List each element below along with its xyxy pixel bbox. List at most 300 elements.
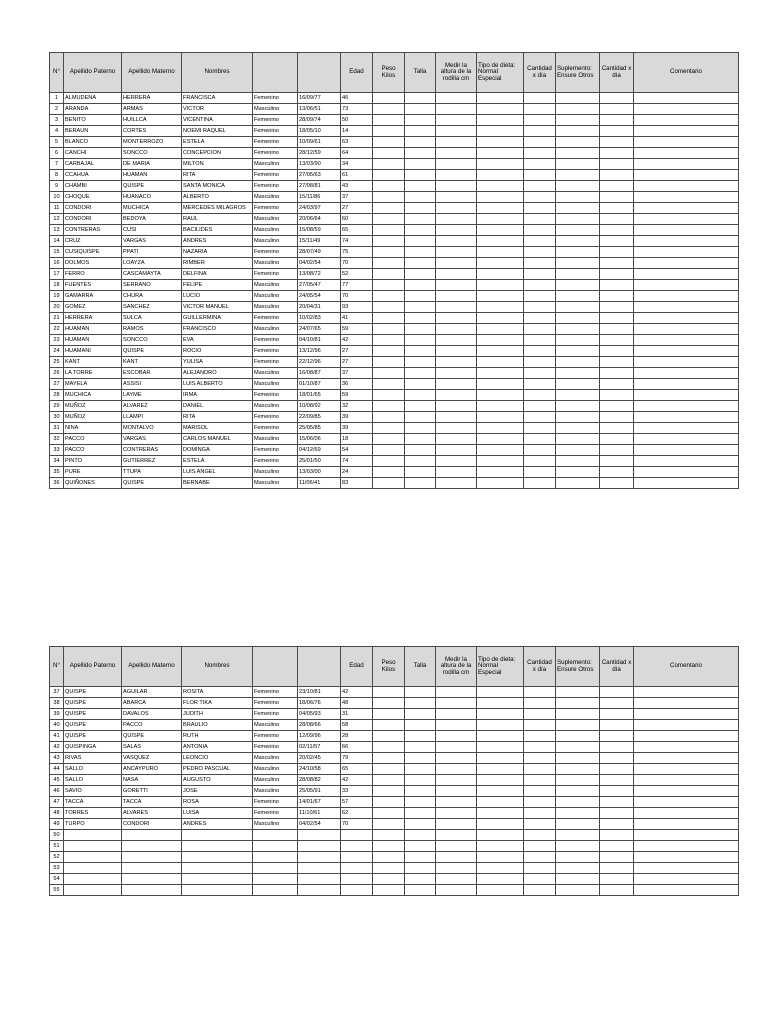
cell-talla [405,126,436,137]
cell-cantidad-2 [600,390,634,401]
cell-talla [405,170,436,181]
cell-n: 3 [50,115,64,126]
cell-apellido-paterno: GOMEZ [64,302,122,313]
cell-n: 9 [50,181,64,192]
cell-edad [341,885,373,896]
cell-fecha-nacimiento: 28/12/59 [298,148,341,159]
cell-talla [405,269,436,280]
cell-cantidad-1 [524,874,556,885]
cell-dieta [477,104,524,115]
cell-dieta [477,852,524,863]
cell-sexo: Femenino [253,269,298,280]
table-row [50,720,739,731]
cell-n: 31 [50,423,64,434]
cell-apellido-paterno [64,830,122,841]
cell-apellido-materno: NASA [122,775,182,786]
cell-fecha-nacimiento: 28/09/74 [298,115,341,126]
cell-rodilla [436,467,477,478]
cell-peso [373,390,405,401]
cell-fecha-nacimiento [298,852,341,863]
cell-edad [341,830,373,841]
cell-apellido-materno: RAMOS [122,324,182,335]
cell-nombres: FRANCISCA [182,93,253,104]
cell-comentario [634,753,739,764]
cell-nombres: AUGUSTO [182,775,253,786]
cell-rodilla [436,214,477,225]
table-row [50,203,739,214]
cell-talla [405,456,436,467]
cell-n: 1 [50,93,64,104]
cell-apellido-paterno: CONTRERAS [64,225,122,236]
cell-dieta [477,170,524,181]
cell-edad: 37 [341,192,373,203]
cell-apellido-paterno: MUCHICA [64,390,122,401]
cell-suplemento [556,247,600,258]
cell-n: 8 [50,170,64,181]
cell-dieta [477,368,524,379]
header-talla: Talla [405,647,436,687]
cell-cantidad-1 [524,115,556,126]
cell-peso [373,159,405,170]
cell-nombres: PEDRO PASCUAL [182,764,253,775]
cell-sexo: Femenino [253,247,298,258]
cell-cantidad-1 [524,225,556,236]
cell-talla [405,852,436,863]
header-nombres: Nombres [182,647,253,687]
cell-peso [373,291,405,302]
cell-dieta [477,280,524,291]
cell-dieta [477,203,524,214]
cell-apellido-materno: LAYME [122,390,182,401]
cell-fecha-nacimiento: 25/01/50 [298,456,341,467]
cell-cantidad-2 [600,115,634,126]
cell-suplemento [556,874,600,885]
cell-apellido-materno: VASQUEZ [122,753,182,764]
cell-cantidad-1 [524,709,556,720]
cell-cantidad-2 [600,742,634,753]
header-dieta: Tipo de dieta: Normal Especial [477,53,524,93]
cell-nombres: VICTOR MANUEL [182,302,253,313]
cell-peso [373,324,405,335]
cell-edad: 74 [341,456,373,467]
cell-cantidad-1 [524,203,556,214]
cell-suplemento [556,423,600,434]
table-row [50,698,739,709]
cell-cantidad-2 [600,885,634,896]
cell-fecha-nacimiento: 20/02/45 [298,753,341,764]
cell-apellido-materno: QUISPE [122,181,182,192]
header-apellido-materno: Apellido Materno [122,53,182,93]
cell-sexo: Femenino [253,313,298,324]
cell-apellido-paterno: CARBAJAL [64,159,122,170]
cell-nombres: BACILIDES [182,225,253,236]
cell-n: 55 [50,885,64,896]
cell-sexo: Masculino [253,104,298,115]
cell-apellido-materno: ALVAREZ [122,401,182,412]
cell-sexo: Femenino [253,808,298,819]
header-n: N° [50,647,64,687]
cell-nombres: JOSE [182,786,253,797]
cell-apellido-paterno: QUISPE [64,709,122,720]
cell-cantidad-2 [600,401,634,412]
cell-rodilla [436,368,477,379]
cell-nombres: LUIS ALBERTO [182,379,253,390]
cell-n: 24 [50,346,64,357]
table-row [50,401,739,412]
cell-suplemento [556,313,600,324]
cell-apellido-materno: KANT [122,357,182,368]
cell-rodilla [436,423,477,434]
cell-apellido-materno: ESCOBAR [122,368,182,379]
table-row [50,368,739,379]
cell-rodilla [436,115,477,126]
cell-sexo [253,830,298,841]
cell-comentario [634,764,739,775]
table-row [50,357,739,368]
cell-cantidad-1 [524,247,556,258]
cell-apellido-materno: HUAMAN [122,170,182,181]
header-cantidad-1: Cantidad x día [524,647,556,687]
cell-edad: 34 [341,159,373,170]
cell-edad: 59 [341,324,373,335]
cell-comentario [634,302,739,313]
cell-apellido-materno: CONDORI [122,819,182,830]
cell-n: 41 [50,731,64,742]
cell-fecha-nacimiento: 15/11/49 [298,236,341,247]
cell-sexo: Femenino [253,698,298,709]
cell-n: 28 [50,390,64,401]
cell-apellido-materno: AGUILAR [122,687,182,698]
cell-sexo [253,863,298,874]
cell-edad: 77 [341,280,373,291]
cell-cantidad-1 [524,346,556,357]
table-row [50,192,739,203]
cell-rodilla [436,720,477,731]
cell-cantidad-2 [600,313,634,324]
cell-sexo: Masculino [253,291,298,302]
cell-suplemento [556,115,600,126]
cell-rodilla [436,434,477,445]
cell-cantidad-1 [524,786,556,797]
cell-fecha-nacimiento: 18/01/65 [298,390,341,401]
cell-talla [405,830,436,841]
cell-sexo: Femenino [253,412,298,423]
cell-suplemento [556,434,600,445]
cell-comentario [634,313,739,324]
cell-fecha-nacimiento: 04/12/69 [298,445,341,456]
cell-apellido-paterno: TORRES [64,808,122,819]
cell-peso [373,852,405,863]
cell-edad: 42 [341,687,373,698]
cell-nombres: CARLOS MANUEL [182,434,253,445]
cell-sexo: Masculino [253,786,298,797]
cell-talla [405,258,436,269]
cell-sexo: Femenino [253,115,298,126]
cell-edad: 46 [341,93,373,104]
cell-cantidad-1 [524,753,556,764]
cell-apellido-paterno: PACCO [64,434,122,445]
cell-suplemento [556,170,600,181]
cell-edad: 42 [341,775,373,786]
cell-fecha-nacimiento: 01/10/87 [298,379,341,390]
cell-talla [405,764,436,775]
cell-talla [405,115,436,126]
cell-suplemento [556,390,600,401]
cell-rodilla [436,390,477,401]
cell-rodilla [436,753,477,764]
cell-n: 30 [50,412,64,423]
cell-edad: 63 [341,137,373,148]
cell-cantidad-1 [524,423,556,434]
cell-dieta [477,324,524,335]
cell-apellido-paterno: QUISPE [64,731,122,742]
cell-apellido-paterno [64,885,122,896]
cell-fecha-nacimiento: 04/05/93 [298,709,341,720]
cell-talla [405,324,436,335]
cell-suplemento [556,698,600,709]
cell-edad: 24 [341,467,373,478]
cell-apellido-materno: SANCHEZ [122,302,182,313]
cell-fecha-nacimiento: 25/05/85 [298,423,341,434]
cell-dieta [477,159,524,170]
cell-nombres: MARISOL [182,423,253,434]
cell-apellido-materno: GORETTI [122,786,182,797]
cell-suplemento [556,456,600,467]
cell-nombres: LEONCIO [182,753,253,764]
cell-nombres: RAUL [182,214,253,225]
cell-sexo: Masculino [253,753,298,764]
cell-cantidad-2 [600,170,634,181]
cell-dieta [477,401,524,412]
cell-apellido-paterno: TACCA [64,797,122,808]
cell-fecha-nacimiento: 24/07/65 [298,324,341,335]
cell-cantidad-2 [600,764,634,775]
cell-apellido-paterno: CANCHI [64,148,122,159]
cell-talla [405,280,436,291]
cell-cantidad-2 [600,324,634,335]
cell-apellido-materno: PPATI [122,247,182,258]
cell-peso [373,236,405,247]
cell-sexo: Femenino [253,731,298,742]
cell-peso [373,269,405,280]
cell-cantidad-2 [600,93,634,104]
table-row [50,841,739,852]
cell-nombres: ALBERTO [182,192,253,203]
cell-suplemento [556,346,600,357]
table-row [50,170,739,181]
cell-fecha-nacimiento: 25/05/91 [298,786,341,797]
cell-suplemento [556,379,600,390]
cell-n: 29 [50,401,64,412]
cell-peso [373,302,405,313]
cell-dieta [477,467,524,478]
cell-comentario [634,258,739,269]
cell-edad: 73 [341,104,373,115]
cell-rodilla [436,808,477,819]
cell-suplemento [556,137,600,148]
cell-fecha-nacimiento: 28/07/49 [298,247,341,258]
cell-dieta [477,720,524,731]
cell-comentario [634,379,739,390]
cell-suplemento [556,764,600,775]
cell-cantidad-1 [524,137,556,148]
cell-fecha-nacimiento: 12/09/96 [298,731,341,742]
cell-dieta [477,115,524,126]
cell-apellido-materno: SERRANO [122,280,182,291]
cell-peso [373,93,405,104]
cell-apellido-materno: QUISPE [122,731,182,742]
cell-sexo [253,841,298,852]
cell-cantidad-1 [524,258,556,269]
cell-suplemento [556,742,600,753]
cell-peso [373,797,405,808]
cell-cantidad-1 [524,830,556,841]
header-cantidad-2: Cantidad x día [600,647,634,687]
cell-cantidad-1 [524,456,556,467]
cell-peso [373,357,405,368]
cell-comentario [634,742,739,753]
cell-edad: 65 [341,764,373,775]
cell-nombres: LUISA [182,808,253,819]
table-row [50,324,739,335]
cell-peso [373,731,405,742]
cell-apellido-materno: PACCO [122,720,182,731]
table-row [50,830,739,841]
cell-cantidad-2 [600,181,634,192]
cell-rodilla [436,863,477,874]
cell-dieta [477,731,524,742]
cell-nombres: LUIS ANGEL [182,467,253,478]
table-row [50,137,739,148]
cell-cantidad-2 [600,137,634,148]
cell-apellido-materno [122,885,182,896]
header-edad: Edad [341,53,373,93]
cell-dieta [477,687,524,698]
cell-dieta [477,698,524,709]
cell-sexo: Femenino [253,456,298,467]
cell-edad: 27 [341,203,373,214]
cell-fecha-nacimiento: 20/06/64 [298,214,341,225]
cell-rodilla [436,126,477,137]
cell-talla [405,467,436,478]
cell-cantidad-2 [600,159,634,170]
cell-n: 42 [50,742,64,753]
cell-fecha-nacimiento: 11/10/61 [298,808,341,819]
cell-edad: 58 [341,720,373,731]
cell-apellido-paterno: PURE [64,467,122,478]
cell-edad [341,852,373,863]
cell-apellido-paterno [64,874,122,885]
cell-nombres [182,841,253,852]
cell-talla [405,291,436,302]
cell-cantidad-1 [524,764,556,775]
cell-peso [373,819,405,830]
cell-comentario [634,885,739,896]
cell-dieta [477,247,524,258]
table-row [50,93,739,104]
cell-cantidad-2 [600,478,634,489]
cell-nombres: RITA [182,412,253,423]
cell-rodilla [436,313,477,324]
cell-suplemento [556,148,600,159]
cell-nombres: MILTON [182,159,253,170]
cell-edad: 43 [341,181,373,192]
cell-edad: 70 [341,258,373,269]
cell-rodilla [436,764,477,775]
cell-fecha-nacimiento: 16/09/77 [298,93,341,104]
cell-sexo: Masculino [253,478,298,489]
cell-nombres: RITA [182,170,253,181]
table-row [50,225,739,236]
cell-suplemento [556,467,600,478]
cell-sexo: Masculino [253,775,298,786]
cell-comentario [634,819,739,830]
cell-comentario [634,445,739,456]
cell-n: 34 [50,456,64,467]
cell-sexo: Masculino [253,764,298,775]
cell-fecha-nacimiento: 27/08/81 [298,181,341,192]
cell-n: 53 [50,863,64,874]
cell-apellido-materno [122,841,182,852]
cell-suplemento [556,104,600,115]
cell-sexo [253,885,298,896]
cell-apellido-materno: HUANACO [122,192,182,203]
cell-suplemento [556,775,600,786]
cell-peso [373,445,405,456]
cell-apellido-paterno: MUÑOZ [64,412,122,423]
table-row [50,808,739,819]
cell-peso [373,698,405,709]
cell-sexo: Masculino [253,324,298,335]
cell-talla [405,159,436,170]
cell-edad: 32 [341,401,373,412]
cell-rodilla [436,192,477,203]
cell-sexo [253,874,298,885]
cell-dieta [477,346,524,357]
cell-apellido-paterno: HERRERA [64,313,122,324]
cell-n: 7 [50,159,64,170]
cell-rodilla [436,302,477,313]
cell-suplemento [556,786,600,797]
cell-dieta [477,412,524,423]
header-sexo [253,647,298,687]
cell-edad [341,841,373,852]
cell-apellido-paterno: HUAMAN [64,335,122,346]
cell-n: 22 [50,324,64,335]
cell-apellido-paterno: HUAMANI [64,346,122,357]
cell-cantidad-2 [600,830,634,841]
cell-dieta [477,742,524,753]
cell-cantidad-2 [600,335,634,346]
cell-rodilla [436,698,477,709]
cell-peso [373,126,405,137]
cell-fecha-nacimiento: 18/05/10 [298,126,341,137]
cell-apellido-materno: VARGAS [122,236,182,247]
cell-fecha-nacimiento: 13/06/51 [298,104,341,115]
cell-suplemento [556,357,600,368]
cell-edad: 65 [341,225,373,236]
cell-apellido-materno: MONTALVO [122,423,182,434]
cell-cantidad-2 [600,247,634,258]
cell-comentario [634,269,739,280]
cell-nombres [182,863,253,874]
cell-apellido-materno: CHURA [122,291,182,302]
cell-apellido-materno: TTUPA [122,467,182,478]
cell-talla [405,346,436,357]
table-row [50,819,739,830]
cell-cantidad-1 [524,93,556,104]
cell-cantidad-2 [600,467,634,478]
